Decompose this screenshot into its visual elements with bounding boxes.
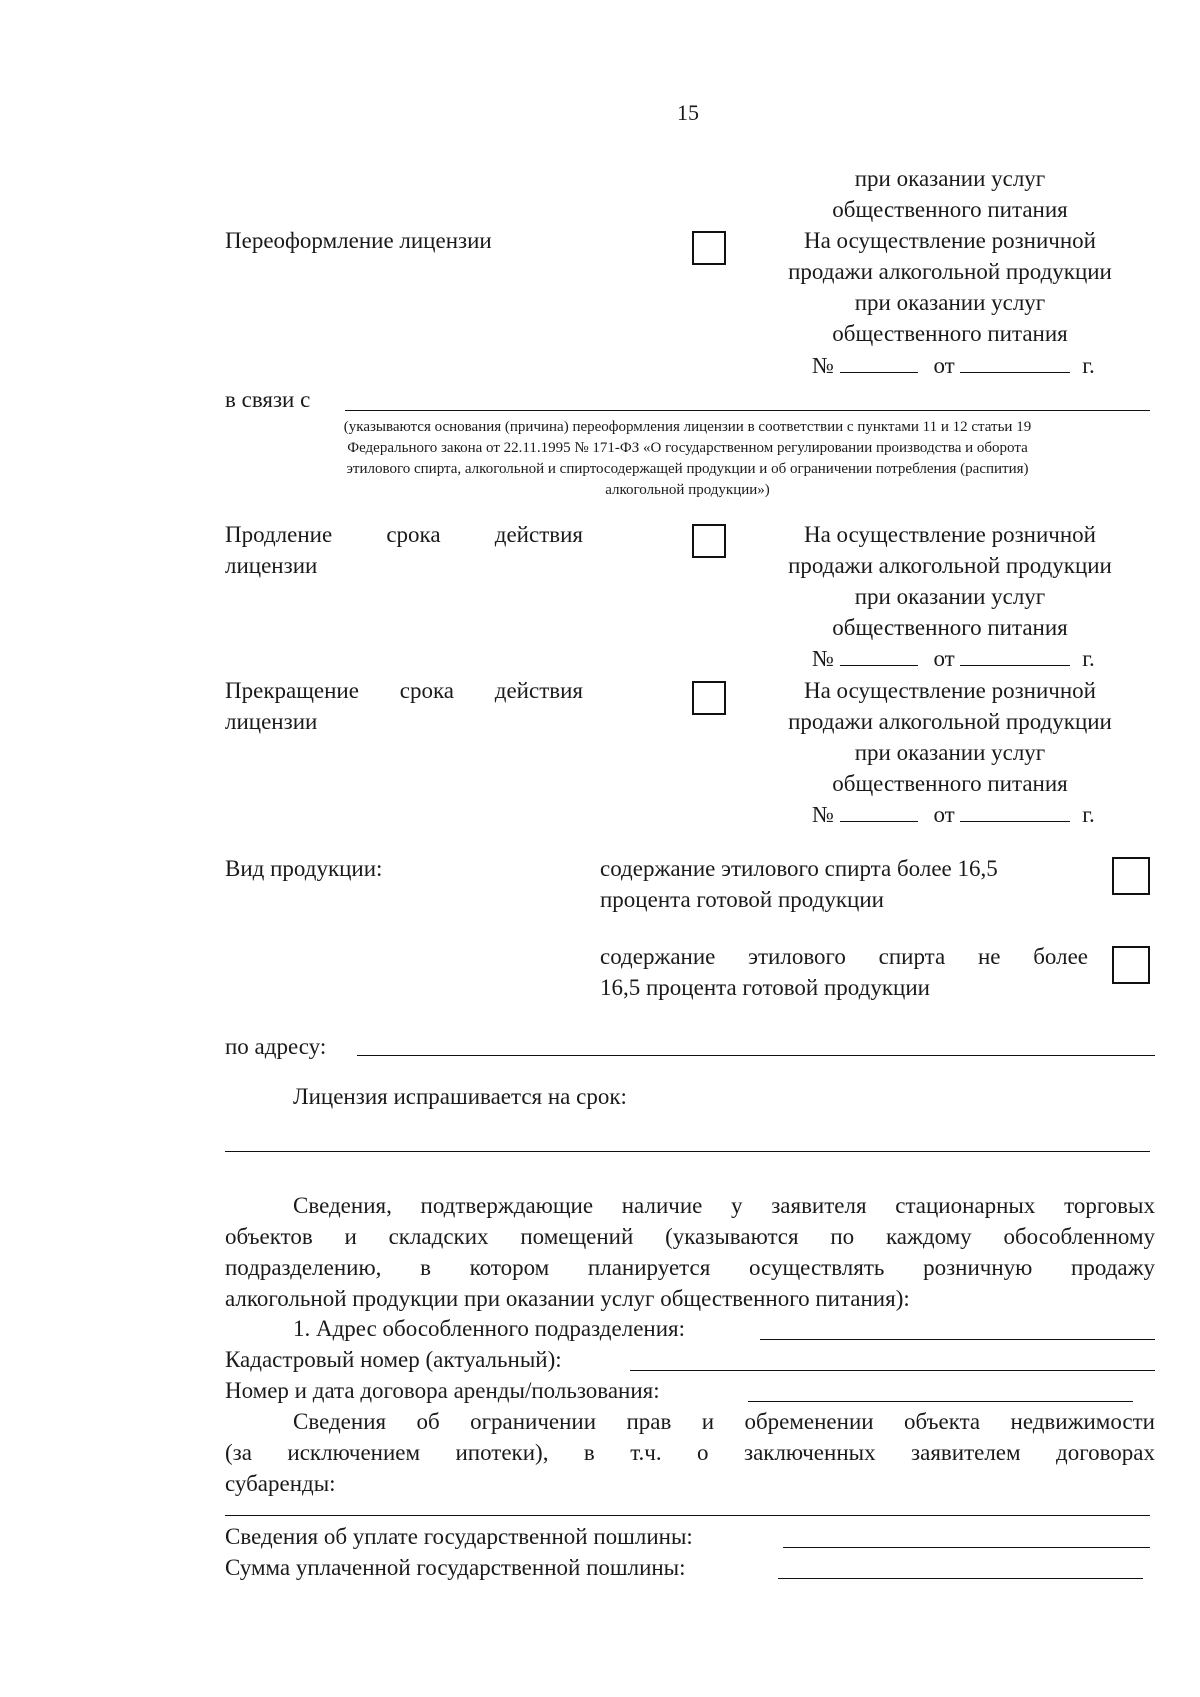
extension-number-row <box>812 643 1095 674</box>
termination-word-1: Прекращение <box>225 678 359 703</box>
termination-number-row <box>812 799 1095 830</box>
year-label: г. <box>1082 646 1095 671</box>
reissue-desc-2: продажи алкогольной продукции <box>788 259 1112 284</box>
extension-checkbox[interactable] <box>692 524 726 558</box>
cadastral-label: Кадастровый номер (актуальный): <box>225 1347 562 1372</box>
license-number-field[interactable] <box>840 820 918 822</box>
extension-word-3: действия <box>494 522 583 547</box>
extension-desc-2: продажи алкогольной продукции <box>788 553 1112 578</box>
item1-field[interactable] <box>760 1339 1155 1340</box>
encumbrance-2: (за исключением ипотеки), в т.ч. о заключенных заявителем договорах <box>225 1440 1155 1465</box>
reason-note-3: этилового спирта, алкогольной и спиртосодержащей продукции и об ограничении потребления (распития) <box>346 461 1029 477</box>
product-label: Вид продукции: <box>225 856 383 881</box>
top-block-line1: при оказании услуг <box>854 166 1046 191</box>
termination-desc-2: продажи алкогольной продукции <box>788 709 1112 734</box>
from-label: от <box>933 353 955 378</box>
info-paragraph-2: объектов и складских помещений (указываются по каждому обособленному <box>225 1224 1155 1249</box>
license-number-field[interactable] <box>840 664 918 666</box>
product-option1-line2: процента готовой продукции <box>600 887 884 912</box>
termination-label-line2: лицензии <box>225 709 318 734</box>
termination-desc-3: при оказании услуг <box>854 740 1046 765</box>
product-option1-text: содержание этилового спирта более 16,5 <box>600 856 998 881</box>
item1-label: 1. Адрес обособленного подразделения: <box>293 1316 685 1341</box>
term-field[interactable] <box>225 1151 1150 1152</box>
product-option1-checkbox[interactable] <box>1112 857 1150 895</box>
encumbrance-field[interactable] <box>225 1515 1150 1516</box>
number-sign: № <box>812 646 834 671</box>
term-label: Лицензия испрашивается на срок: <box>293 1084 627 1109</box>
info-paragraph-3: подразделению, в котором планируется осуществлять розничную продажу <box>225 1255 1155 1280</box>
page-number: 15 <box>677 100 699 125</box>
encumbrance-1: Сведения об ограничении прав и обременении объекта недвижимости <box>293 1409 1155 1434</box>
duty-sum-label: Сумма уплаченной государственной пошлины: <box>225 1555 686 1580</box>
reissue-checkbox[interactable] <box>692 231 726 265</box>
reissue-desc-4: общественного питания <box>832 321 1068 346</box>
reissue-desc-1: На осуществление розничной <box>803 228 1096 253</box>
year-label: г. <box>1082 802 1095 827</box>
termination-desc-1: На осуществление розничной <box>803 678 1096 703</box>
info-paragraph-4: алкогольной продукции при оказании услуг общественного питания): <box>225 1286 910 1311</box>
extension-label-line2: лицензии <box>225 553 318 578</box>
extension-desc-4: общественного питания <box>832 615 1068 640</box>
termination-word-3: действия <box>494 678 583 703</box>
cadastral-field[interactable] <box>630 1370 1155 1371</box>
duty-sum-field[interactable] <box>778 1578 1143 1579</box>
termination-label-line1 <box>225 675 583 706</box>
top-block-line2: общественного питания <box>832 197 1068 222</box>
extension-desc-3: при оказании услуг <box>854 584 1046 609</box>
reissue-label: Переоформление лицензии <box>225 228 492 253</box>
extension-desc-1: На осуществление розничной <box>803 522 1096 547</box>
number-sign: № <box>812 802 834 827</box>
encumbrance-3: субаренды: <box>225 1471 336 1496</box>
product-option2-line2: 16,5 процента готовой продукции <box>600 975 930 1000</box>
from-label: от <box>933 646 955 671</box>
reason-note-2: Федерального закона от 22.11.1995 № 171-ФЗ «О государственном регулировании производства и оборота <box>347 440 1028 456</box>
address-field[interactable] <box>357 1055 1155 1056</box>
termination-desc-4: общественного питания <box>832 771 1068 796</box>
address-label: по адресу: <box>225 1034 327 1059</box>
reissue-number-row <box>812 350 1095 381</box>
product-option2-checkbox[interactable] <box>1112 946 1150 984</box>
duty-paid-label: Сведения об уплате государственной пошлины: <box>225 1524 693 1549</box>
info-paragraph-1: Сведения, подтверждающие наличие у заявителя стационарных торговых <box>293 1193 1155 1218</box>
license-date-field[interactable] <box>960 664 1070 666</box>
reason-note-1: (указываются основания (причина) переоформления лицензии в соответствии с пунктами 11 и 12 статьи 19 <box>343 419 1032 435</box>
year-label: г. <box>1082 353 1095 378</box>
reissue-desc-3: при оказании услуг <box>854 290 1046 315</box>
reason-note-4: алкогольной продукции») <box>605 482 770 498</box>
extension-word-2: срока <box>386 522 441 547</box>
termination-word-2: срока <box>399 678 454 703</box>
product-option1-line1 <box>600 853 1090 884</box>
license-date-field[interactable] <box>960 820 1070 822</box>
number-sign: № <box>812 353 834 378</box>
reason-label: в связи с <box>225 387 311 412</box>
contract-field[interactable] <box>748 1401 1133 1402</box>
termination-checkbox[interactable] <box>692 681 726 715</box>
license-number-field[interactable] <box>840 371 918 373</box>
reason-field[interactable] <box>345 410 1150 411</box>
license-date-field[interactable] <box>960 371 1070 373</box>
duty-paid-field[interactable] <box>783 1547 1150 1548</box>
extension-word-1: Продление <box>225 522 333 547</box>
extension-label-line1 <box>225 519 583 550</box>
from-label: от <box>933 802 955 827</box>
contract-label: Номер и дата договора аренды/пользования: <box>225 1378 660 1403</box>
product-option2-line1: содержание этилового спирта не более <box>600 944 1088 969</box>
